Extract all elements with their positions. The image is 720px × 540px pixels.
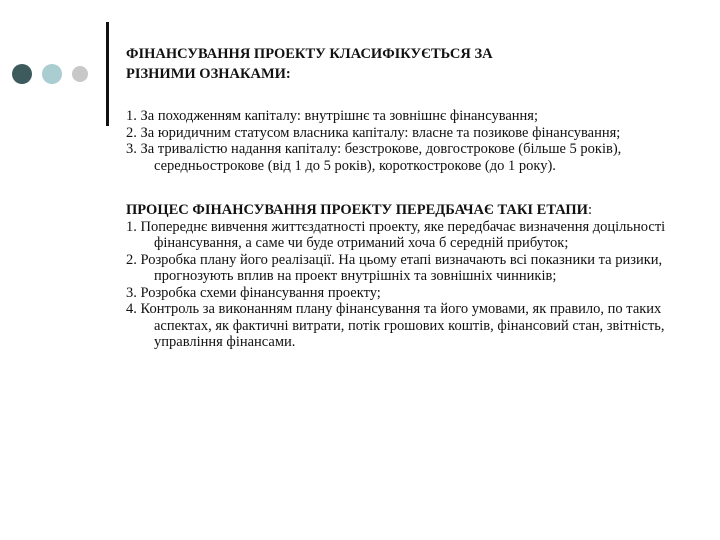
list-item: 3. За тривалістю надання капіталу: безстрокове, довгострокове (більше 5 років), середньострокове (від 1 до 5 років), короткострокове (до 1 року). [126, 141, 622, 174]
list-item: 3. Розробка схеми фінансування проекту; [126, 284, 381, 301]
list-item: 4. Контроль за виконанням плану фінансування та його умовами, як правило, по таких аспектах, як фактичні витрати, потік грошових коштів, фінансовий стан, звітність, управління фінансами. [126, 301, 665, 350]
list-item: 2. За юридичним статусом власника капіталу: власне та позикове фінансування; [126, 124, 621, 141]
list-item: 1. За походженням капіталу: внутрішнє та зовнішнє фінансування; [126, 108, 538, 124]
decor-vertical-line [106, 22, 109, 126]
decor-dot-dark [12, 64, 32, 84]
decor-dot-light [42, 64, 62, 84]
section2-title-tail: : [587, 202, 592, 218]
section1-title [126, 44, 686, 84]
section2-list [126, 219, 686, 351]
section1-title-line1: ФІНАНСУВАННЯ ПРОЕКТУ КЛАСИФІКУЄТЬСЯ ЗА [126, 46, 493, 62]
section2-title-text: ПРОЦЕС ФІНАНСУВАННЯ ПРОЕКТУ ПЕРЕДБАЧАЄ ТАКІ ЕТАПИ [126, 202, 588, 218]
list-item: 2. Розробка плану його реалізації. На цьому етапі визначають всі показники та ризики, прогнозують вплив на проект внутрішніх та зовнішніх чинників; [126, 251, 663, 284]
section1-list [126, 108, 686, 174]
section2-title [126, 202, 686, 219]
section1-title-line2: РІЗНИМИ ОЗНАКАМИ: [126, 66, 291, 82]
slide-content [126, 44, 686, 351]
decor-dot-gray [72, 66, 88, 82]
list-item: 1. Попереднє вивчення життєздатності проекту, яке передбачає визначення доцільності фінансування, а саме чи буде отриманий хоча б середній прибуток; [126, 218, 666, 251]
